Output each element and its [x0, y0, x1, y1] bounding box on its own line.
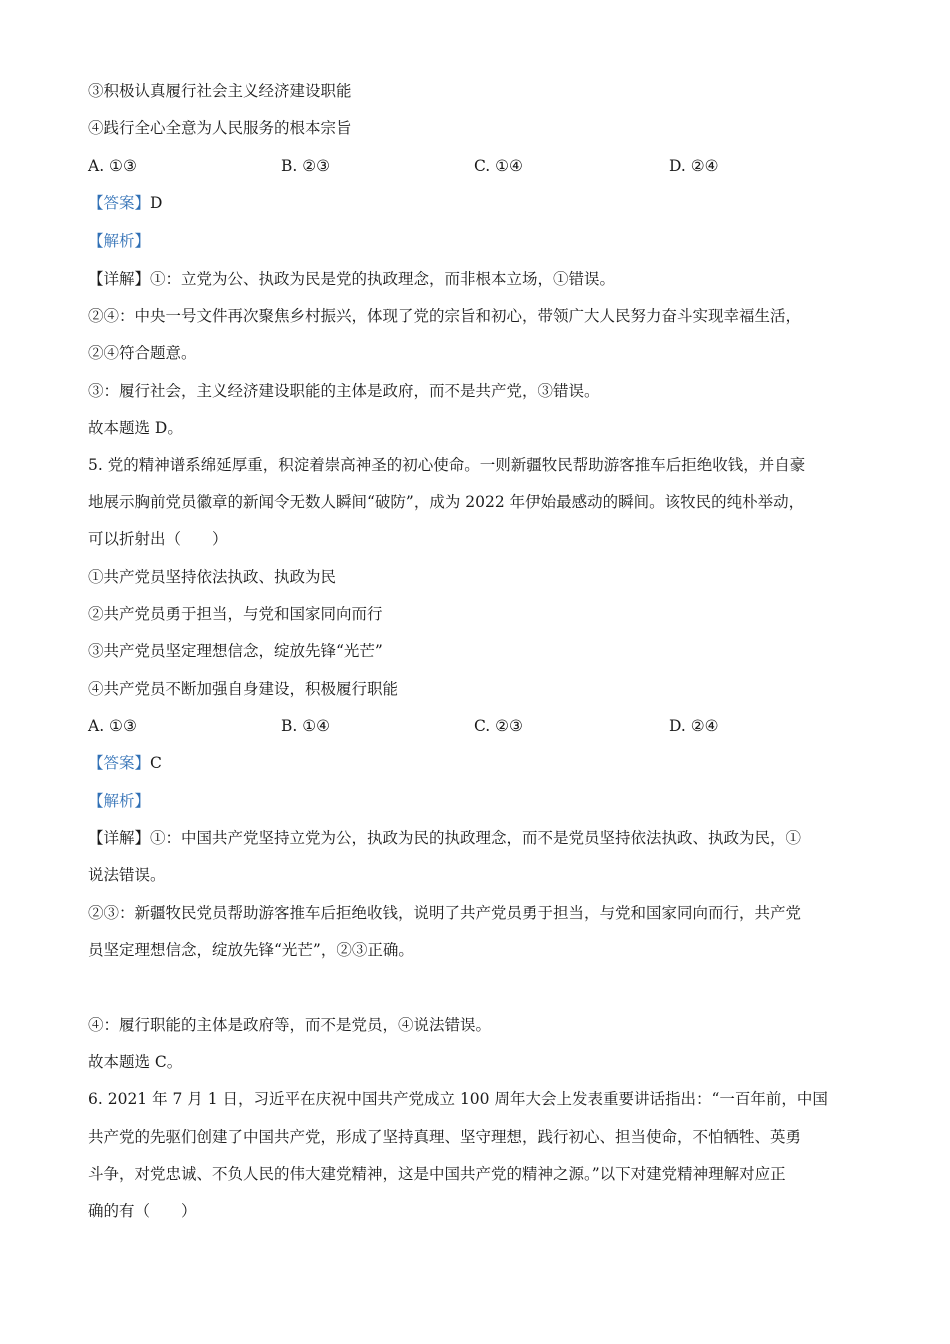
- q5-detail-1a: 【详解】①：中国共产党坚持立党为公，执政为民的执政理念，而不是党员坚持依法执政、执政为民，①: [88, 829, 802, 847]
- q5-item-2: ②共产党员勇于担当，与党和国家同向而行: [88, 605, 383, 623]
- answer-value: C: [150, 754, 162, 772]
- q4-option-d: D. ②④: [669, 157, 719, 175]
- q5-detail-1b: 说法错误。: [88, 866, 166, 884]
- answer-tag: 【答案】: [88, 754, 151, 772]
- q5-detail-2b: 员坚定理想信念，绽放先锋“光芒”，②③正确。: [88, 941, 414, 959]
- q5-stem-2: 地展示胸前党员徽章的新闻令无数人瞬间“破防”，成为 2022 年伊始最感动的瞬间。该牧民的纯朴举动，: [88, 493, 805, 511]
- q5-option-d: D. ②④: [669, 717, 719, 735]
- q5-detail-4: ④：履行职能的主体是政府等，而不是党员，④说法错误。: [88, 1016, 492, 1034]
- answer-tag: 【答案】: [88, 194, 151, 212]
- q5-option-a: A. ①③: [88, 717, 137, 735]
- q6-stem-3: 斗争，对党忠诚、不负人民的伟大建党精神，这是中国共产党的精神之源。”以下对建党精神理解对应正: [88, 1165, 786, 1183]
- q5-item-1: ①共产党员坚持依法执政、执政为民: [88, 568, 337, 586]
- q4-option-c: C. ①④: [474, 157, 523, 175]
- q4-detail-2b: ②④符合题意。: [88, 344, 197, 362]
- q4-item-4: ④践行全心全意为人民服务的根本宗旨: [88, 119, 352, 137]
- answer-value: D: [150, 194, 163, 212]
- q5-stem-3: 可以折射出（ ）: [88, 530, 228, 548]
- q5-answer: [88, 752, 868, 774]
- q4-option-a: A. ①③: [88, 157, 137, 175]
- detail-tag: 【详解】: [88, 270, 151, 288]
- q4-options: [88, 155, 868, 177]
- q5-item-4: ④共产党员不断加强自身建设，积极履行职能: [88, 680, 399, 698]
- q5-option-b: B. ①④: [281, 717, 331, 735]
- q5-stem-1: 5. 党的精神谱系绵延厚重，积淀着崇高神圣的初心使命。一则新疆牧民帮助游客推车后拒绝收钱，并自豪: [88, 456, 806, 474]
- q4-analysis-tag: 【解析】: [88, 232, 151, 250]
- q5-option-c: C. ②③: [474, 717, 523, 735]
- q5-detail-2a: ②③：新疆牧民党员帮助游客推车后拒绝收钱，说明了共产党员勇于担当，与党和国家同向而行，共产党: [88, 904, 802, 922]
- q6-stem-2: 共产党的先驱们创建了中国共产党，形成了坚持真理、坚守理想，践行初心、担当使命，不怕牺牲、英勇: [88, 1128, 802, 1146]
- q4-answer: [88, 192, 868, 214]
- q5-analysis-tag: 【解析】: [88, 792, 151, 810]
- q6-stem-4: 确的有（ ）: [88, 1202, 197, 1220]
- q4-item-3: ③积极认真履行社会主义经济建设职能: [88, 82, 352, 100]
- q4-detail-2a: ②④：中央一号文件再次聚焦乡村振兴，体现了党的宗旨和初心，带领广大人民努力奋斗实现幸福生活，: [88, 307, 802, 325]
- q5-item-3: ③共产党员坚定理想信念，绽放先锋“光芒”: [88, 642, 383, 660]
- detail-tag: 【详解】: [88, 829, 151, 847]
- q4-detail-3: ③：履行社会，主义经济建设职能的主体是政府，而不是共产党，③错误。: [88, 382, 600, 400]
- q5-conclusion: 故本题选 C。: [88, 1053, 183, 1071]
- q5-options: [88, 715, 868, 737]
- q4-conclusion: 故本题选 D。: [88, 419, 183, 437]
- q4-detail-1: 【详解】①：立党为公、执政为民是党的执政理念，而非根本立场，①错误。: [88, 270, 616, 288]
- q4-option-b: B. ②③: [281, 157, 331, 175]
- q6-stem-1: 6. 2021 年 7 月 1 日，习近平在庆祝中国共产党成立 100 周年大会上发表重要讲话指出：“一百年前，中国: [88, 1090, 828, 1108]
